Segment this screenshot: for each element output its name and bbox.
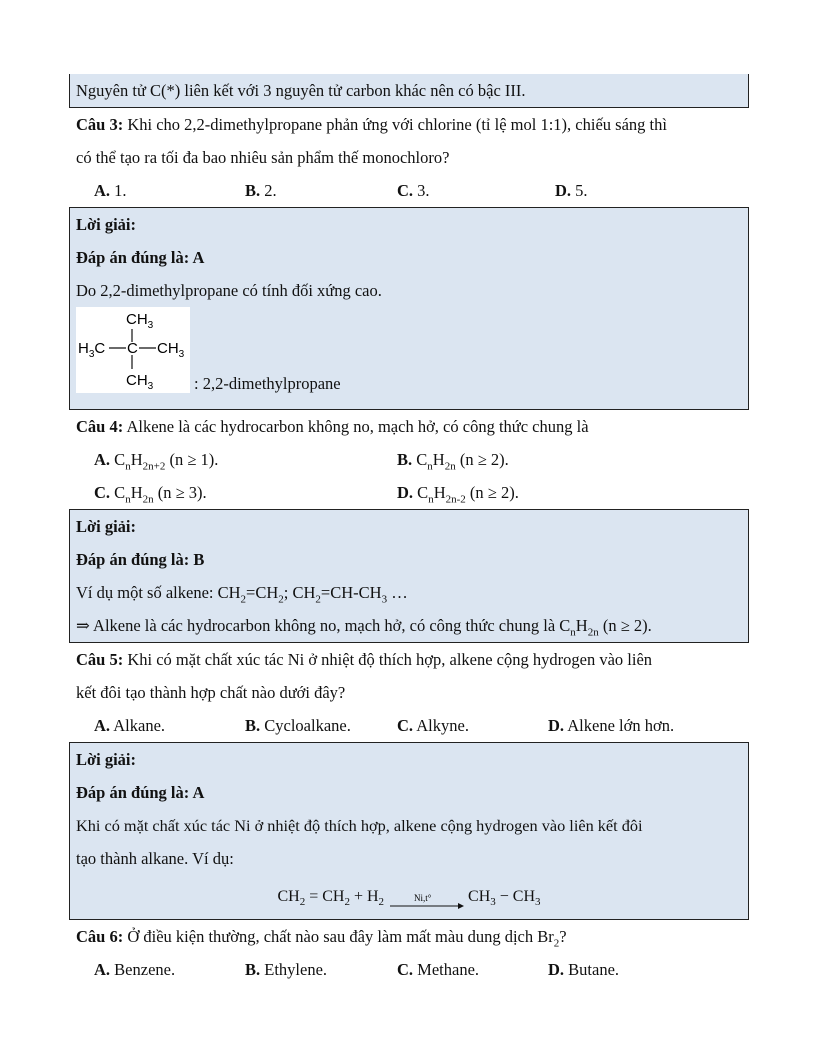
answer-options	[69, 174, 749, 207]
option-c	[397, 709, 469, 742]
option-letter: D.	[555, 181, 572, 200]
option-text: Alkyne.	[416, 716, 469, 735]
question-label: Câu 5:	[76, 650, 124, 669]
answer-options	[69, 953, 749, 986]
option-a	[94, 174, 127, 207]
question-label: Câu 6:	[76, 927, 124, 946]
solution-text: Khi có mặt chất xúc tác Ni ở nhiệt độ thích hợp, alkene cộng hydrogen vào liên kết đôi	[76, 816, 643, 835]
option-text: Methane.	[417, 960, 480, 979]
option-text: Cycloalkane.	[264, 716, 351, 735]
answer-text: Đáp án đúng là: B	[76, 550, 205, 569]
struct-top: $CH_3$	[126, 311, 154, 331]
option-letter: D.	[548, 960, 565, 979]
solution-text: tạo thành alkane. Ví dụ:	[76, 849, 234, 868]
option-letter: D.	[397, 483, 414, 502]
option-text: Alkene lớn hơn.	[567, 716, 675, 735]
structure-caption: : 2,2-dimethylpropane	[194, 374, 341, 393]
solution-text: Nguyên tử C(*) liên kết với 3 nguyên tử carbon khác nên có bậc III.	[76, 81, 526, 100]
option-letter: C.	[94, 483, 111, 502]
structure-row	[76, 307, 742, 409]
equation-product: $CH_3 - CH_3$	[468, 888, 541, 909]
question-text	[69, 643, 749, 676]
question-text-line: Khi cho 2,2-dimethylpropane phản ứng với chlorine (tỉ lệ mol 1:1), chiếu sáng thì	[127, 115, 667, 134]
answer-line	[76, 543, 742, 576]
option-letter: D.	[548, 716, 565, 735]
option-text: 5.	[575, 181, 588, 200]
answer-text: Đáp án đúng là: A	[76, 783, 205, 802]
struct-left: $H_3C$	[78, 340, 106, 360]
question-text-line: Khi có mặt chất xúc tác Ni ở nhiệt độ thích hợp, alkene cộng hydrogen vào liên	[127, 650, 653, 669]
solution-text: Do 2,2-dimethylpropane có tính đối xứng cao.	[76, 281, 382, 300]
struct-center: C	[127, 340, 138, 357]
solution-box-5	[69, 742, 749, 920]
option-letter: A.	[94, 716, 111, 735]
question-text: Câu 6: Ở điều kiện thường, chất nào sau đây làm mất màu dung dịch $Br_2$?	[76, 927, 567, 950]
question-5	[69, 643, 749, 742]
question-3	[69, 108, 749, 207]
option-text: Benzene.	[114, 960, 176, 979]
solution-box-3	[69, 207, 749, 410]
option-letter: B.	[245, 960, 261, 979]
question-4	[69, 410, 749, 509]
equation-reactants: $CH_2 = CH_2 + H_2$	[277, 888, 385, 909]
solution-text: Ví dụ một số alkene: $CH_2=CH_2$; $CH_2=CH-CH_3$ …	[76, 583, 408, 606]
option-text: Butane.	[568, 960, 620, 979]
question-label: Câu 4:	[76, 417, 124, 436]
option-letter: A.	[94, 960, 111, 979]
answer-text: Đáp án đúng là: A	[76, 248, 205, 267]
question-label: Câu 3:	[76, 115, 124, 134]
option-a	[94, 953, 175, 986]
option-letter: A.	[94, 181, 111, 200]
option-letter: A.	[94, 450, 111, 469]
answer-line	[76, 241, 742, 274]
question-text-line: Alkene là các hydrocarbon không no, mạch hở, có công thức chung là	[126, 417, 589, 436]
option-d	[548, 953, 619, 986]
solution-box-4	[69, 509, 749, 643]
structural-formula-svg	[76, 307, 190, 393]
answer-options	[69, 443, 749, 476]
struct-bottom: $CH_3$	[126, 372, 154, 392]
option-b: B. $C_nH_{2n}$ (n ≥ 2).	[397, 450, 509, 473]
option-a	[94, 709, 165, 742]
answer-options	[69, 709, 749, 742]
answer-options	[69, 476, 749, 509]
option-letter: B.	[245, 181, 261, 200]
solution-title	[76, 208, 742, 241]
reaction-arrow	[388, 887, 464, 907]
option-letter: C.	[397, 960, 414, 979]
option-d	[555, 174, 588, 207]
question-text-line: có thể tạo ra tối đa bao nhiêu sản phẩm thế monochloro?	[76, 148, 450, 167]
option-letter: C.	[397, 181, 414, 200]
option-letter: B.	[245, 716, 261, 735]
question-text-line: kết đôi tạo thành hợp chất nào dưới đây?	[76, 683, 346, 702]
option-text: 2.	[264, 181, 277, 200]
option-a: A. $C_nH_{2n+2}$ (n ≥ 1).	[94, 450, 219, 473]
solution-text: ⇒ Alkene là các hydrocarbon không no, mạch hở, có công thức chung là $C_nH_{2n}$ (n ≥ 2).	[76, 616, 652, 639]
option-d: D. $C_nH_{2n-2}$ (n ≥ 2).	[397, 483, 519, 506]
option-d	[548, 709, 674, 742]
solution-title-text: Lời giải:	[76, 750, 137, 769]
structural-formula-image	[76, 307, 190, 393]
solution-title-text: Lời giải:	[76, 215, 137, 234]
option-c	[397, 953, 479, 986]
reaction-condition: Ni,t°	[414, 893, 432, 904]
option-letter: B.	[397, 450, 413, 469]
arrow-icon	[388, 893, 464, 913]
solution-title	[76, 743, 742, 776]
solution-box-continued	[69, 74, 749, 108]
option-text: 3.	[417, 181, 430, 200]
option-b	[245, 709, 351, 742]
question-text	[69, 410, 749, 443]
struct-right: $CH_3$	[157, 340, 185, 360]
document-page	[69, 74, 749, 986]
option-c	[397, 174, 430, 207]
option-b	[245, 953, 327, 986]
reaction-equation	[76, 875, 742, 919]
option-b	[245, 174, 277, 207]
option-text: Alkane.	[113, 716, 166, 735]
question-text	[69, 108, 749, 141]
solution-title-text: Lời giải:	[76, 517, 137, 536]
answer-line	[76, 776, 742, 809]
question-6	[69, 920, 749, 986]
option-text: Ethylene.	[264, 960, 328, 979]
option-c: C. $C_nH_{2n}$ (n ≥ 3).	[94, 483, 207, 506]
option-text: 1.	[114, 181, 127, 200]
option-letter: C.	[397, 716, 414, 735]
